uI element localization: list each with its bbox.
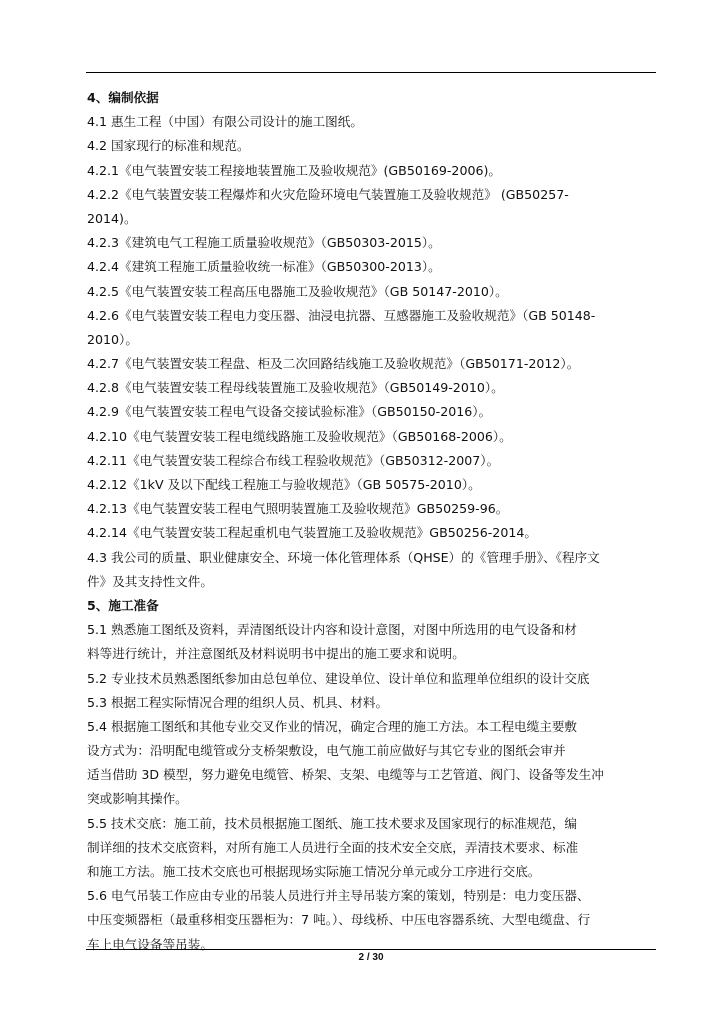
section-heading-4: 4、编制依据 xyxy=(87,90,159,105)
text-line: 适当借助 3D 模型，努力避免电缆管、桥架、支架、电缆等与工艺管道、阀门、设备等发生冲 xyxy=(87,767,604,783)
text-line: 中压变频器柜（最重移相变压器柜为：7 吨。）、母线桥、中压电容器系统、大型电缆盘、行 xyxy=(87,912,591,928)
text-line: 4.2.12《1kV 及以下配线工程施工与验收规范》（GB 50575-2010）。 xyxy=(87,477,481,492)
text-line: 4.2.7《电气装置安装工程盘、柜及二次回路结线施工及验收规范》（GB50171-2012）。 xyxy=(87,356,580,372)
text-line: 4.2 国家现行的标准和规范。 xyxy=(87,138,250,154)
text-line: 4.2.14《电气装置安装工程起重机电气装置施工及验收规范》GB50256-2014。 xyxy=(87,525,537,541)
section-heading-5: 5、施工准备 xyxy=(87,597,159,613)
footer-rule xyxy=(86,949,656,950)
header-rule xyxy=(86,72,656,73)
document-body xyxy=(87,86,657,957)
text-line: 5.3 根据工程实际情况合理的组织人员、机具、材料。 xyxy=(87,694,389,710)
text-line: 4.2.1《电气装置安装工程接地装置施工及验收规范》(GB50169-2006)。 xyxy=(87,162,501,178)
text-line: 5.5 技术交底：施工前，技术员根据施工图纸、施工技术要求及国家现行的标准规范，编 xyxy=(87,815,578,831)
text-line: 4.2.5《电气装置安装工程高压电器施工及验收规范》（GB 50147-2010）。 xyxy=(87,283,508,299)
text-line: 4.2.11《电气装置安装工程综合布线工程验收规范》（GB50312-2007）。 xyxy=(87,452,500,468)
text-line: 4.2.9《电气装置安装工程电气设备交接试验标准》（GB50150-2016）。 xyxy=(87,404,492,420)
page-number: 2 / 30 xyxy=(358,952,384,963)
text-line: 5.2 专业技术员熟悉图纸参加由总包单位、建设单位、设计单位和监理单位组织的设计交底 xyxy=(87,670,590,686)
text-line: 4.2.4《建筑工程施工质量验收统一标准》（GB50300-2013）。 xyxy=(87,259,441,275)
text-line: 4.3 我公司的质量、职业健康安全、环境一体化管理体系（QHSE）的《管理手册》、《程序文 xyxy=(87,549,600,565)
text-line: 2014)。 xyxy=(87,210,137,226)
text-line: 制详细的技术交底资料，对所有施工人员进行全面的技术安全交底，弄清技术要求、标准 xyxy=(87,839,579,855)
text-line: 4.2.13《电气装置安装工程电气照明装置施工及验收规范》GB50259-96。 xyxy=(87,501,509,517)
text-line: 车上电气设备等吊装。 xyxy=(87,936,213,952)
text-line: 料等进行统计，并注意图纸及材料说明书中提出的施工要求和说明。 xyxy=(87,646,465,662)
text-line: 5.1 熟悉施工图纸及资料，弄清图纸设计内容和设计意图，对图中所选用的电气设备和材 xyxy=(87,622,578,638)
text-line: 4.2.3《建筑电气工程施工质量验收规范》（GB50303-2015）。 xyxy=(87,235,441,251)
text-line: 5.4 根据施工图纸和其他专业交叉作业的情况，确定合理的施工方法。本工程电缆主要敷 xyxy=(87,718,578,734)
text-line: 4.2.8《电气装置安装工程母线装置施工及验收规范》（GB50149-2010）。 xyxy=(87,380,504,396)
text-line: 件》及其支持性文件。 xyxy=(87,573,213,589)
text-line: 突或影响其操作。 xyxy=(87,791,188,807)
text-line: 设方式为：沿明配电缆管或分支桥架敷设，电气施工前应做好与其它专业的图纸会审并 xyxy=(87,743,566,759)
text-line: 2010）。 xyxy=(87,331,138,347)
text-line: 4.2.2《电气装置安装工程爆炸和火灾危险环境电气装置施工及验收规范》 (GB50257- xyxy=(87,186,569,202)
text-line: 4.1 惠生工程（中国）有限公司设计的施工图纸。 xyxy=(87,114,363,130)
text-line: 4.2.10《电气装置安装工程电缆线路施工及验收规范》（GB50168-2006）。 xyxy=(87,428,512,444)
text-line: 和施工方法。施工技术交底也可根据现场实际施工情况分单元或分工序进行交底。 xyxy=(87,864,541,879)
text-line: 5.6 电气吊装工作应由专业的吊装人员进行并主导吊装方案的策划，特别是：电力变压器、 xyxy=(87,888,590,904)
text-line: 4.2.6《电气装置安装工程电力变压器、油浸电抗器、互感器施工及验收规范》（GB 50148- xyxy=(87,307,596,323)
